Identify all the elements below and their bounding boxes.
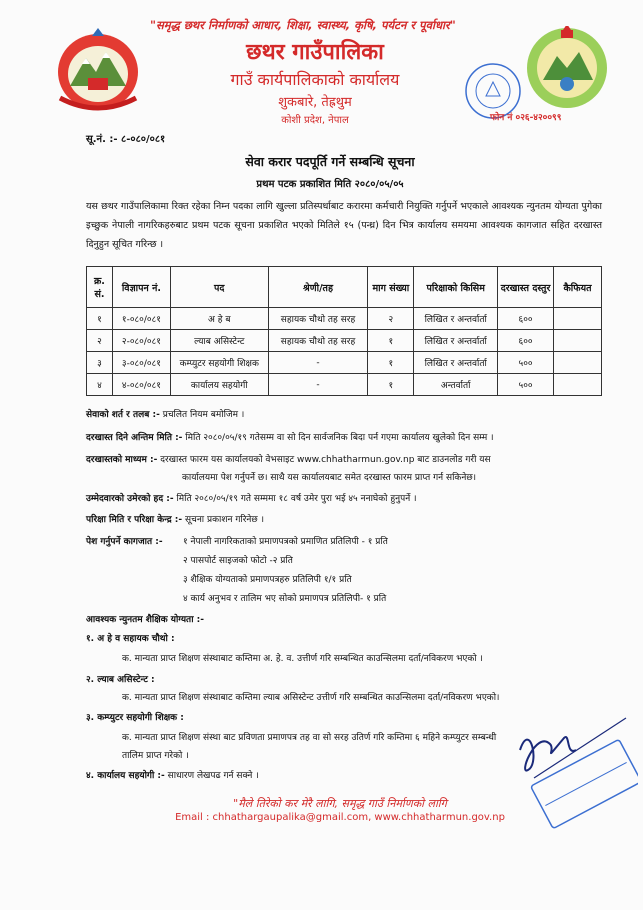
qualification-1-title: १. अ हे व सहायक चौथो : <box>86 634 175 644</box>
qualification-1-text: क. मान्यता प्राप्त शिक्षण संस्थाबाट कम्तिमा अ. हे. व. उत्तीर्ण गरि सम्बन्धित काउन्सिलमा दर्ता/नविकरण भएको । <box>122 654 483 664</box>
table-cell: ६०० <box>498 330 554 352</box>
table-header-row <box>87 267 602 308</box>
municipality-name: छथर गाउँपालिका <box>246 40 384 65</box>
deadline-label: दरखास्त दिने अन्तिम मिति :- <box>86 433 183 443</box>
footer-motto: "मैले तिरेको कर मेरै लागि, समृद्ध गाउँ निर्माणको लागि <box>233 797 447 810</box>
table-cell: ६०० <box>498 308 554 330</box>
document-item: ४ कार्य अनुभव र तालिम भए सोको प्रमाणपत्र प्रतिलिपी- १ प्रति <box>183 594 387 604</box>
exam-label: परिक्षा मिति र परिक्षा केन्द्र :- <box>86 515 183 525</box>
header-level: श्रेणी/तह <box>268 267 368 308</box>
table-cell: ३ <box>87 352 113 374</box>
table-row <box>87 308 602 330</box>
qualification-3-text-continued: तालिम प्राप्त गरेको । <box>122 751 189 761</box>
table-cell: लिखित र अन्तर्वार्ता <box>414 308 498 330</box>
qualification-3-title: ३. कम्प्युटर सहयोगी शिक्षक : <box>86 713 184 723</box>
docs-label: पेश गर्नुपर्ने कागजात :- <box>86 537 163 547</box>
header-exam-type: परिक्षाको किसिम <box>414 267 498 308</box>
age-label: उम्मेदवारको उमेरको हद :- <box>86 494 174 504</box>
table-cell <box>554 330 602 352</box>
service-terms <box>86 407 244 420</box>
header-post: पद <box>170 267 268 308</box>
age-value: मिति २०८०/०५/१९ गते सम्ममा १८ वर्ष उमेर पुरा भई ४५ ननाघेको हुनुपर्ने । <box>173 494 417 504</box>
table-cell: १-०८०/०८१ <box>112 308 170 330</box>
table-cell: लिखित र अन्तर्वार्ता <box>414 330 498 352</box>
application-medium <box>86 452 491 465</box>
table-cell: २-०८०/०८१ <box>112 330 170 352</box>
deadline-value: मिति २०८०/०५/१९ गतेसम्म वा सो दिन सार्वजनिक बिदा पर्न गएमा कार्यालय खुलेको दिन सम्म । <box>182 433 494 443</box>
medium-value: दरखास्त फारम यस कार्यालयको वेभसाइट www.chhatharmun.gov.np बाट डाउनलोड गरी यस <box>157 455 491 465</box>
footer-email: Email : chhathargaupalika@gmail.com, www.chhatharmun.gov.np <box>175 812 505 823</box>
table-cell: ४-०८०/०८१ <box>112 374 170 396</box>
table-row <box>87 352 602 374</box>
office-name: गाउँ कार्यपालिकाको कार्यालय <box>230 70 400 89</box>
age-limit <box>86 491 416 504</box>
table-cell: कम्प्युटर सहयोगी शिक्षक <box>170 352 268 374</box>
qualification-2-text: क. मान्यता प्राप्त शिक्षण संस्थाबाट कम्तिमा ल्याब असिस्टेन्ट उत्तीर्ण गरि सम्बन्धित काउन्सिलमा दर्ता/नविकरण भएको। <box>122 693 500 703</box>
vacancy-table <box>86 266 602 396</box>
service-terms-label: सेवाको शर्त र तलब :- <box>86 410 160 420</box>
exam-value: सूचना प्रकाशन गरिनेछ । <box>182 515 264 525</box>
qualification-2-title: २. ल्याब असिस्टेन्ट : <box>86 675 155 685</box>
qualification-4 <box>86 768 259 781</box>
service-terms-value: प्रचलित नियम बमोजिम । <box>159 410 245 420</box>
province-name: कोशी प्रदेश, नेपाल <box>281 115 349 126</box>
document-item: १ नेपाली नागरिकताको प्रमाणपत्रको प्रमाणित प्रतिलिपी - १ प्रति <box>183 537 388 547</box>
table-cell: ५०० <box>498 352 554 374</box>
header-fee: दरखास्त दस्तुर <box>498 267 554 308</box>
table-cell: - <box>268 352 368 374</box>
table-cell <box>554 374 602 396</box>
qualification-4-text: साधारण लेखपढ गर्न सक्ने । <box>164 771 259 781</box>
table-cell: अ हे ब <box>170 308 268 330</box>
table-row <box>87 374 602 396</box>
table-cell: लिखित र अन्तर्वार्ता <box>414 352 498 374</box>
table-cell: सहायक चौथो तह सरह <box>268 330 368 352</box>
table-cell: २ <box>368 308 414 330</box>
exam-date <box>86 512 264 525</box>
table-cell: अन्तर्वार्ता <box>414 374 498 396</box>
document-item: २ पासपोर्ट साइजको फोटो -२ प्रति <box>183 556 293 566</box>
table-cell: २ <box>87 330 113 352</box>
office-location: शुकबारे, तेह्रथुम <box>278 95 352 110</box>
reference-number: सू.नं. :- ८-०८०/०८१ <box>86 134 166 145</box>
header-ad-number: विज्ञापन नं. <box>112 267 170 308</box>
notice-intro: यस छथर गाउँपालिकामा रिक्त रहेका निम्न पदका लागि खुल्ला प्रतिस्पर्धाबाट करारमा कर्मचारी नियुक्ति गर्नुपर्ने भएकाले आवश्यक न्युनतम योग्यता पुगेका इच्छुक नेपाली नागरिकहरुबाट प्रथम पटक सूचना प्रकाशित भएको मितिले १५ (पन्ध्र) दिन भित्र कार्यालय समयमा आवश्यक कागजात सहित दरखास्त दिनुहुन सूचित गरिन्छ । <box>86 201 602 250</box>
table-cell: - <box>268 374 368 396</box>
municipality-logo-icon <box>523 26 611 110</box>
table-cell <box>554 352 602 374</box>
notice-title: सेवा करार पदपूर्ति गर्ने सम्बन्धि सूचना <box>245 154 415 169</box>
table-cell: १ <box>368 374 414 396</box>
header-demand: माग संख्या <box>368 267 414 308</box>
medium-value-continued: कार्यालयमा पेश गर्नुपर्ने छ। साथै यस कार्यालयबाट समेत दरखास्त फारम प्राप्त गर्न सकिनेछ। <box>182 473 477 483</box>
qualification-4-title: ४. कार्यालय सहयोगी :- <box>86 771 165 781</box>
table-cell: १ <box>87 308 113 330</box>
document-item: ३ शैक्षिक योग्यताको प्रमाणपत्रहरु प्रतिलिपी १/१ प्रति <box>183 575 352 585</box>
qualification-heading: आवश्यक न्युनतम शैक्षिक योग्यता :- <box>86 615 204 625</box>
phone-number: फोन नं ०२६-४२००९९ <box>490 113 562 123</box>
qualification-3-text: क. मान्यता प्राप्त शिक्षण संस्था बाट प्रविणता प्रमाणपत्र तह वा सो सरह उतिर्ण गरि कम्तिमा ६ महिने कम्प्युटर सम्बन्धी <box>122 733 497 743</box>
header-remarks: कैफियत <box>554 267 602 308</box>
table-cell: ५०० <box>498 374 554 396</box>
publish-date: प्रथम पटक प्रकाशित मिति २०८०/०५/०५ <box>256 179 404 190</box>
letterhead-slogan: "समृद्ध छथर निर्माणको आधार, शिक्षा, स्वास्थ्य, कृषि, पर्यटन र पूर्वाधार" <box>150 18 456 32</box>
header-serial: क्र. सं. <box>87 267 113 308</box>
table-cell: ३-०८०/०८१ <box>112 352 170 374</box>
table-cell: ४ <box>87 374 113 396</box>
table-cell: सहायक चौथो तह सरह <box>268 308 368 330</box>
table-cell: १ <box>368 352 414 374</box>
table-cell: कार्यालय सहयोगी <box>170 374 268 396</box>
table-cell: ल्याब असिस्टेन्ट <box>170 330 268 352</box>
application-deadline <box>86 430 494 443</box>
table-cell: १ <box>368 330 414 352</box>
nepal-emblem-icon <box>52 28 144 114</box>
table-cell <box>554 308 602 330</box>
required-documents <box>86 534 163 547</box>
table-row <box>87 330 602 352</box>
medium-label: दरखास्तको माध्यम :- <box>86 455 158 465</box>
